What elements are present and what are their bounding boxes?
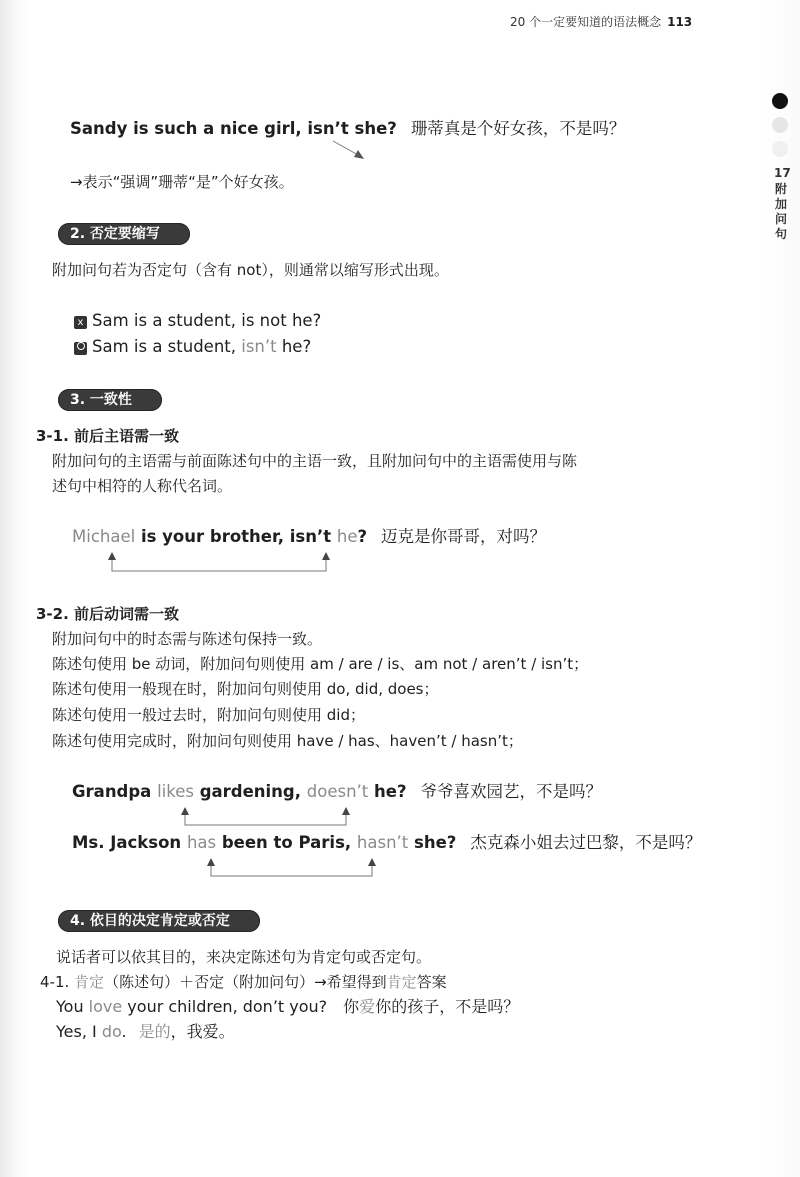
example-verb: love	[88, 997, 123, 1016]
sub-3-1-title: 3-1. 前后主语需一致	[36, 427, 180, 445]
sub-4-1-text: 答案	[416, 973, 447, 991]
answer-text: .	[121, 1022, 127, 1041]
section-4-description: 说话者可以依其目的，来决定陈述句为肯定句或否定句。	[56, 948, 432, 966]
example-tag-verb: doesn’t	[306, 782, 369, 801]
wrong-example-text: Sam is a student, is not he?	[92, 311, 322, 330]
example-verb: has	[186, 833, 217, 852]
sub-3-1-line-2: 述句中相符的人称代名词。	[52, 477, 233, 495]
right-example-highlight: isn’t	[241, 337, 277, 356]
sub-4-1-answer	[56, 1021, 235, 1043]
example-text: is your brother, isn’t	[135, 527, 337, 546]
example-text: your children, don’t you?	[122, 997, 328, 1016]
chapter-title: 附加问句	[775, 182, 788, 241]
wrong-mark-icon: x	[74, 316, 87, 329]
example-text: gardening,	[193, 782, 307, 801]
example-tag-verb: hasn’t	[356, 833, 409, 852]
sub-3-2-line: 陈述句使用一般过去时，附加问句则使用 did；	[52, 706, 365, 724]
example-verb: likes	[157, 782, 194, 801]
section-3-title: 3. 一致性	[58, 389, 162, 411]
answer-highlight: do	[101, 1022, 122, 1041]
right-example-end: he?	[276, 337, 312, 356]
sub-4-1-text: （陈述句）＋否定（附加问句）→希望得到	[104, 973, 387, 991]
example-text: she?	[408, 833, 457, 852]
example-zh: 杰克森小姐去过巴黎，不是吗？	[470, 833, 702, 852]
sub-3-2-line: 陈述句使用一般现在时，附加问句则使用 do, did, does；	[52, 680, 439, 698]
sub-3-1-line-1: 附加问句的主语需与前面陈述句中的主语一致，且附加问句中的主语需使用与陈	[52, 452, 578, 470]
sub-4-1-highlight: 肯定	[74, 973, 105, 991]
intro-note: →表示“强调”珊蒂“是”个好女孩。	[70, 173, 294, 191]
intro-sentence-zh: 珊蒂真是个好女孩，不是吗？	[410, 119, 626, 138]
example-zh: 爷爷喜欢园艺，不是吗？	[420, 782, 603, 801]
sub-3-2-title: 3-2. 前后动词需一致	[36, 605, 180, 623]
answer-zh: ，我爱。	[170, 1022, 235, 1041]
example-zh: 你的孩子，不是吗？	[375, 997, 520, 1016]
intro-sentence-en: Sandy is such a nice girl, isn’t she?	[70, 119, 397, 138]
section-2-description: 附加问句若为否定句（含有 not），则通常以缩写形式出现。	[52, 261, 449, 279]
right-example-start: Sam is a student,	[92, 337, 242, 356]
example-text: Ms. Jackson	[72, 833, 187, 852]
example-text: You	[56, 997, 89, 1016]
example-zh: 迈克是你哥哥，对吗？	[381, 527, 547, 546]
example-zh: 你	[343, 997, 360, 1016]
sub-3-2-line: 附加问句中的时态需与陈述句保持一致。	[52, 630, 323, 648]
header-title: 20 个一定要知道的语法概念	[510, 15, 662, 29]
page-number: 113	[667, 15, 693, 29]
example-pronoun: he	[336, 527, 358, 546]
example-subject: Michael	[72, 527, 136, 546]
answer-text: Yes, I	[56, 1022, 102, 1041]
sub-3-2-line: 陈述句使用完成时，附加问句则使用 have / has、haven’t / hasn’t；	[52, 732, 523, 750]
sub-4-1-number: 4-1.	[40, 973, 75, 991]
sub-4-1-highlight: 肯定	[386, 973, 417, 991]
example-text: Grandpa	[72, 782, 158, 801]
section-4-title: 4. 依目的决定肯定或否定	[58, 910, 260, 932]
sub-3-2-line: 陈述句使用 be 动词，附加问句则使用 am / are / is、am not / aren’t / isn’t；	[52, 655, 589, 673]
example-text: been to Paris,	[216, 833, 357, 852]
example-text: he?	[368, 782, 407, 801]
answer-zh-highlight: 是的	[138, 1022, 171, 1041]
section-2-title: 2. 否定要缩写	[58, 223, 190, 245]
sub-4-1-example	[56, 996, 519, 1018]
example-text: ?	[357, 527, 368, 546]
sub-4-1-title	[40, 971, 447, 993]
chapter-number: 17	[774, 166, 791, 180]
example-zh-highlight: 爱	[359, 997, 376, 1016]
